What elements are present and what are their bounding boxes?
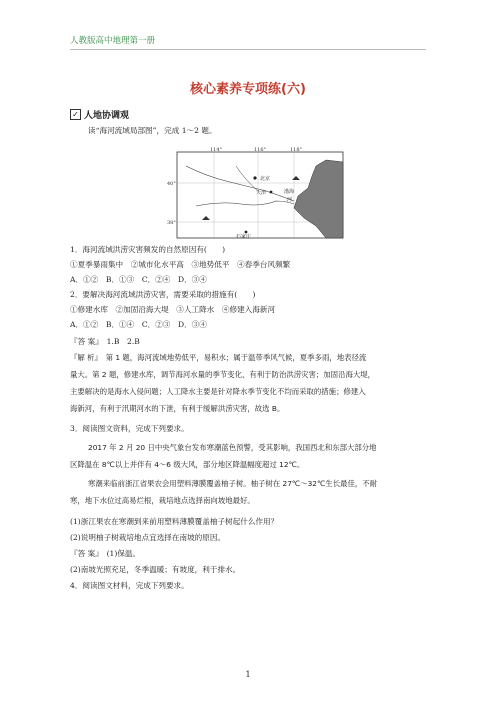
q4-stem: 4．阅读图文材料，完成下列要求。: [70, 581, 189, 590]
q3-p2-line-1: 寒潮来临前浙江省果农会用塑料薄膜覆盖柚子树。柚子树在 27℃～32℃生长最佳，不耐: [88, 479, 378, 488]
lon-label-114: 114°: [210, 147, 223, 153]
q3-stem: 3．阅读图文资料，完成下列要求。: [70, 424, 189, 433]
q3-answer-1: 『答 案』 (1)保温。: [70, 549, 141, 558]
analysis-line-2: 量大。第 2 题，修建水库，调节海河水量的季节变化，有利于防治洪涝灾害；加固沿海大堤，: [70, 370, 376, 379]
page-title: 核心素养专项练(六): [190, 82, 306, 97]
beijing-marker: [253, 176, 256, 179]
answer-1: 『答 案』 1.B 2.B: [70, 337, 140, 346]
page-number: 1: [245, 670, 251, 679]
section-heading: [70, 108, 129, 121]
beijing-label: 北京: [260, 176, 271, 182]
q1-items: ①夏季暴雨集中 ②城市化水平高 ③地势低平 ④春季台风频繁: [70, 260, 291, 269]
river-label: 河: [287, 197, 293, 203]
shijiazhuang-marker: [245, 231, 248, 234]
q3-p1-line-1: 2017 年 2 月 20 日中央气象台发布寒潮蓝色预警，受其影响，我国西北和东部大部分地: [88, 443, 377, 452]
analysis-line-1: 『解 析』 第 1 题，海河流域地势低平，易积水；属于温带季风气候，夏季多雨，地表径流: [70, 353, 367, 362]
q2-items: ①修建水库 ②加固沿海大堤 ③人工降水 ④修建入海新河: [70, 305, 276, 314]
lon-label-118: 118°: [290, 147, 303, 153]
analysis-line-4: 海新河，有利于汛期河水的下泄，有利于缓解洪涝灾害，故选 B。: [70, 404, 285, 413]
q3-sub-2: (2)说明柚子树栽培地点宜选择在南坡的原因。: [70, 533, 226, 542]
lon-label-116: 116°: [254, 147, 267, 153]
lat-label-40: 40°: [167, 181, 176, 187]
q2-stem: 2．要解决海河流域洪涝灾害，需要采取的措施有( ): [70, 290, 256, 299]
analysis-line-3: 主要解决的是海水入侵问题；人工降水主要是针对降水季节变化不均而采取的措施；修建入: [70, 387, 366, 396]
tianjin-marker: [270, 191, 273, 194]
q1-options: A．①② B．①③ C．②④ D．③④: [70, 275, 207, 284]
haihe-basin-map: [167, 146, 344, 242]
q1-stem: 1．海河流域洪涝灾害频发的自然原因有( ): [70, 245, 226, 254]
checkbox-icon: ✓: [70, 109, 81, 120]
q3-answer-2: (2)南坡光照充足，冬季温暖；有坡度，利于排水。: [70, 565, 241, 574]
header-divider: [70, 49, 426, 50]
q2-options: A．①② B．①④ C．②③ D．③④: [70, 320, 207, 329]
lat-label-38: 38°: [167, 220, 176, 226]
tianjin-label: 天津: [256, 190, 267, 196]
intro-text: 读“海河流域局部图”，完成 1～2 题。: [88, 126, 217, 135]
q3-sub-1: (1)浙江果农在寒潮到来前用塑料薄膜覆盖柚子树起什么作用？: [70, 517, 279, 526]
q3-p2-line-2: 寒，地下水位过高易烂根，栽培地点选择南向坡地最好。: [70, 496, 255, 505]
page-header: 人教版高中地理第一册: [70, 36, 156, 46]
q3-p1-line-2: 区降温在 8℃以上并伴有 4～6 级大风，部分地区降温幅度超过 12℃。: [70, 460, 305, 469]
section-label: 人地协调观: [84, 111, 130, 121]
bohai-label: 渤海: [284, 189, 295, 195]
shijiazhuang-label: 石家庄: [236, 234, 252, 240]
